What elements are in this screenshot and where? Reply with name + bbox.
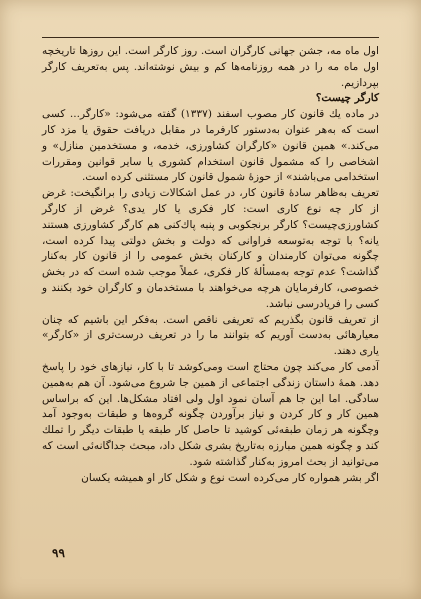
paragraph-criteria: از تعریف قانون بگذریم که تعریفی ناقص است. به‌فکر این باشیم که چنان معیارهائی به‌دست آوریم که بتوانند ما را در تعریف درست‌تری از «کارگر» یاری دهند. [42, 313, 379, 358]
header-rule [42, 37, 379, 38]
page-number: ۹۹ [52, 546, 65, 560]
paragraph-continuation: اگر بشر همواره کار می‌کرده است نوع و شکل کار او همیشه یکسان [81, 471, 379, 484]
paragraph-history: آدمی کار می‌کند چون محتاج است ومی‌کوشد تا با کار، نیازهای خود را پاسخ دهد. همهٔ داستان زندگی اجتماعی از همین جا شروع می‌شود. آن هم به‌همین سادگی. اما این جا هم آسان نمود اول ولی افتاد مشکل‌ها. این که براساس همین کار و کار کردن و نیاز برآوردن چگونه گروه‌ها و طبقات به‌وجود آمد وچگونه هر زمان طبقه‌ئی کوشید تا حاصل کار طبقه یا طبقات دیگر را تملك کند و چگونه همین مبارزه به‌تاریخ بشری شکل داد، مبحث جداگانه‌ئی است که می‌توانید از بحث امروز به‌کنار گذاشته شود. [42, 360, 379, 468]
paragraph-problems: تعریف به‌ظاهر سادهٔ قانون کار، در عمل اشکالات زیادی را برانگیخت: غرض از کار چه نوع کاری است: کار فکری یا کار یدی؟ غرض از کارگر کشاورزی‌چیست؟ کارگر برنجکوبی و پنبه پاك‌کنی هم کارگر کشاورزی هستند یانه؟ با توجه به‌توسعه فراوانی که دولت و بخش دولتی پیدا کرده است، چگونه می‌توان کارمندان و کارکنان بخش عمومی را از قانون کار به‌کنار گذاشت؟ عدم توجه به‌مسألهٔ کار فکری، عملاً موجب شده است که در بخش خصوصی، کارفرمایان هرچه می‌خواهند با مستخدمان و کارگران خود بکنند و کسی را فریادرسی نباشد. [42, 187, 379, 310]
section-heading: کارگر چیست؟ [315, 92, 379, 105]
paragraph-law-definition: در ماده یك قانون کار مصوب اسفند (۱۳۳۷) گفته می‌شود: «کارگر... کسی است که به‌هر عنوان به‌دستور کارفرما در مقابل دریافت حقوق یا مزد کار می‌کند.» همین قانون «کارگران کشاورزی، خدمه، و مستخدمین منازل» و اشخاصی را که مشمول قانون استخدام کشوری یا سایر قوانین ومقررات استخدامی می‌باشند» از حوزهٔ شمول قانون کار مستثنی کرده است. [42, 108, 379, 184]
paragraph-intro: اول ماه مه، جشن جهانی کارگران است. روز کارگر است. این روزها تاریخچه اول ماه مه را در همه روزنامه‌ها کم و بیش نوشته‌اند. پس به‌تعریف کارگر بپردازیم. [42, 45, 379, 89]
body-text [42, 44, 379, 486]
